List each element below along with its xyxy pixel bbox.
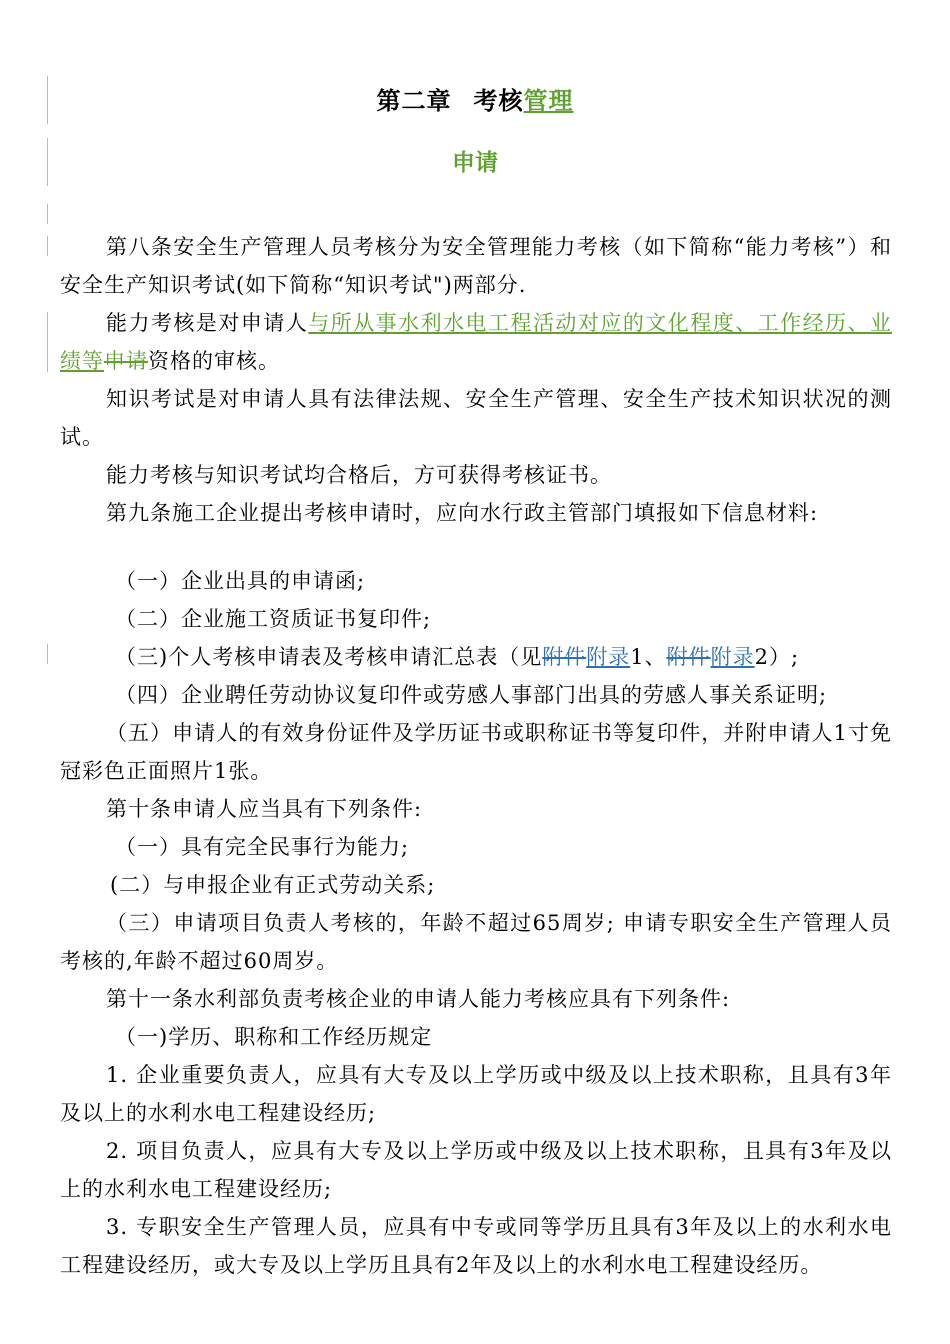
chapter-number: 第二章 (376, 87, 452, 115)
deleted-text: 附件 (666, 645, 711, 669)
section-title: 申请 (452, 150, 498, 176)
article-9: 第九条施工企业提出考核申请时，应向水行政主管部门填报如下信息材料: (106, 501, 819, 525)
deleted-text: 申请 (104, 349, 148, 373)
article-8: 第八条安全生产管理人员考核分为安全管理能力考核（如下简称“能力考核”）和安全生产知识考试(如下简称“知识考试")两部分. (60, 235, 892, 297)
chapter-title (0, 86, 950, 116)
change-bar (47, 236, 48, 256)
paragraph-certificate: 能力考核与知识考试均合格后，方可获得考核证书。 (106, 463, 612, 487)
list-item: （三）申请项目负责人考核的，年龄不超过65周岁; 申请专职安全生产管理人员考核的,年龄不超过60周岁。 (60, 911, 892, 973)
document-body (60, 228, 892, 1284)
list-item: (二）与申报企业有正式劳动关系; (110, 873, 436, 897)
text-run: 1、 (630, 645, 667, 669)
change-bar (47, 204, 48, 224)
requirement-item: 2. 项目负责人，应具有大专及以上学历或中级及以上技术职称，且具有3年及以上的水利水电工程建设经历; (60, 1139, 892, 1201)
inserted-text: 与所从事水利水电工程活动对应的文化程度、工作经历、业绩等 (60, 311, 893, 373)
change-bar (47, 312, 48, 372)
inserted-text: 附录 (710, 645, 755, 669)
sub-heading: （一)学历、职称和工作经历规定 (115, 1025, 433, 1049)
paragraph-knowledge-exam: 知识考试是对申请人具有法律法规、安全生产管理、安全生产技术知识状况的测试。 (60, 387, 892, 449)
inserted-text: 附录 (586, 645, 631, 669)
text-run: （三)个人考核申请表及考核申请汇总表（见 (115, 645, 543, 669)
list-item: （二）企业施工资质证书复印件; (115, 607, 432, 631)
text-run: 2）; (754, 645, 800, 669)
paragraph-ability-assessment (60, 304, 892, 380)
text-run: 资格的审核。 (148, 349, 280, 373)
list-item: （五）申请人的有效身份证件及学历证书或职称证书等复印件，并附申请人1寸免冠彩色正面照片1张。 (60, 721, 892, 783)
list-item: （一）企业出具的申请函; (115, 569, 366, 593)
list-item: （四）企业聘任劳动协议复印件或劳感人事部门出具的劳感人事关系证明; (115, 683, 828, 707)
list-item (60, 638, 892, 676)
list-item: （一）具有完全民事行为能力; (115, 835, 410, 859)
deleted-text: 附件 (542, 645, 587, 669)
requirement-item: 1. 企业重要负责人，应具有大专及以上学历或中级及以上技术职称，且具有3年及以上的水利水电工程建设经历; (60, 1063, 892, 1125)
chapter-name: 考核 (473, 87, 524, 115)
text-run: 能力考核是对申请人 (106, 311, 309, 335)
article-10: 第十条申请人应当具有下列条件: (106, 797, 423, 821)
requirement-item: 3. 专职安全生产管理人员，应具有中专或同等学历且具有3年及以上的水利水电工程建设经历，或大专及以上学历且具有2年及以上的水利水电工程建设经历。 (60, 1215, 892, 1277)
change-bar (47, 644, 48, 664)
inserted-text: 管理 (523, 87, 574, 115)
article-11: 第十一条水利部负责考核企业的申请人能力考核应具有下列条件: (106, 987, 731, 1011)
